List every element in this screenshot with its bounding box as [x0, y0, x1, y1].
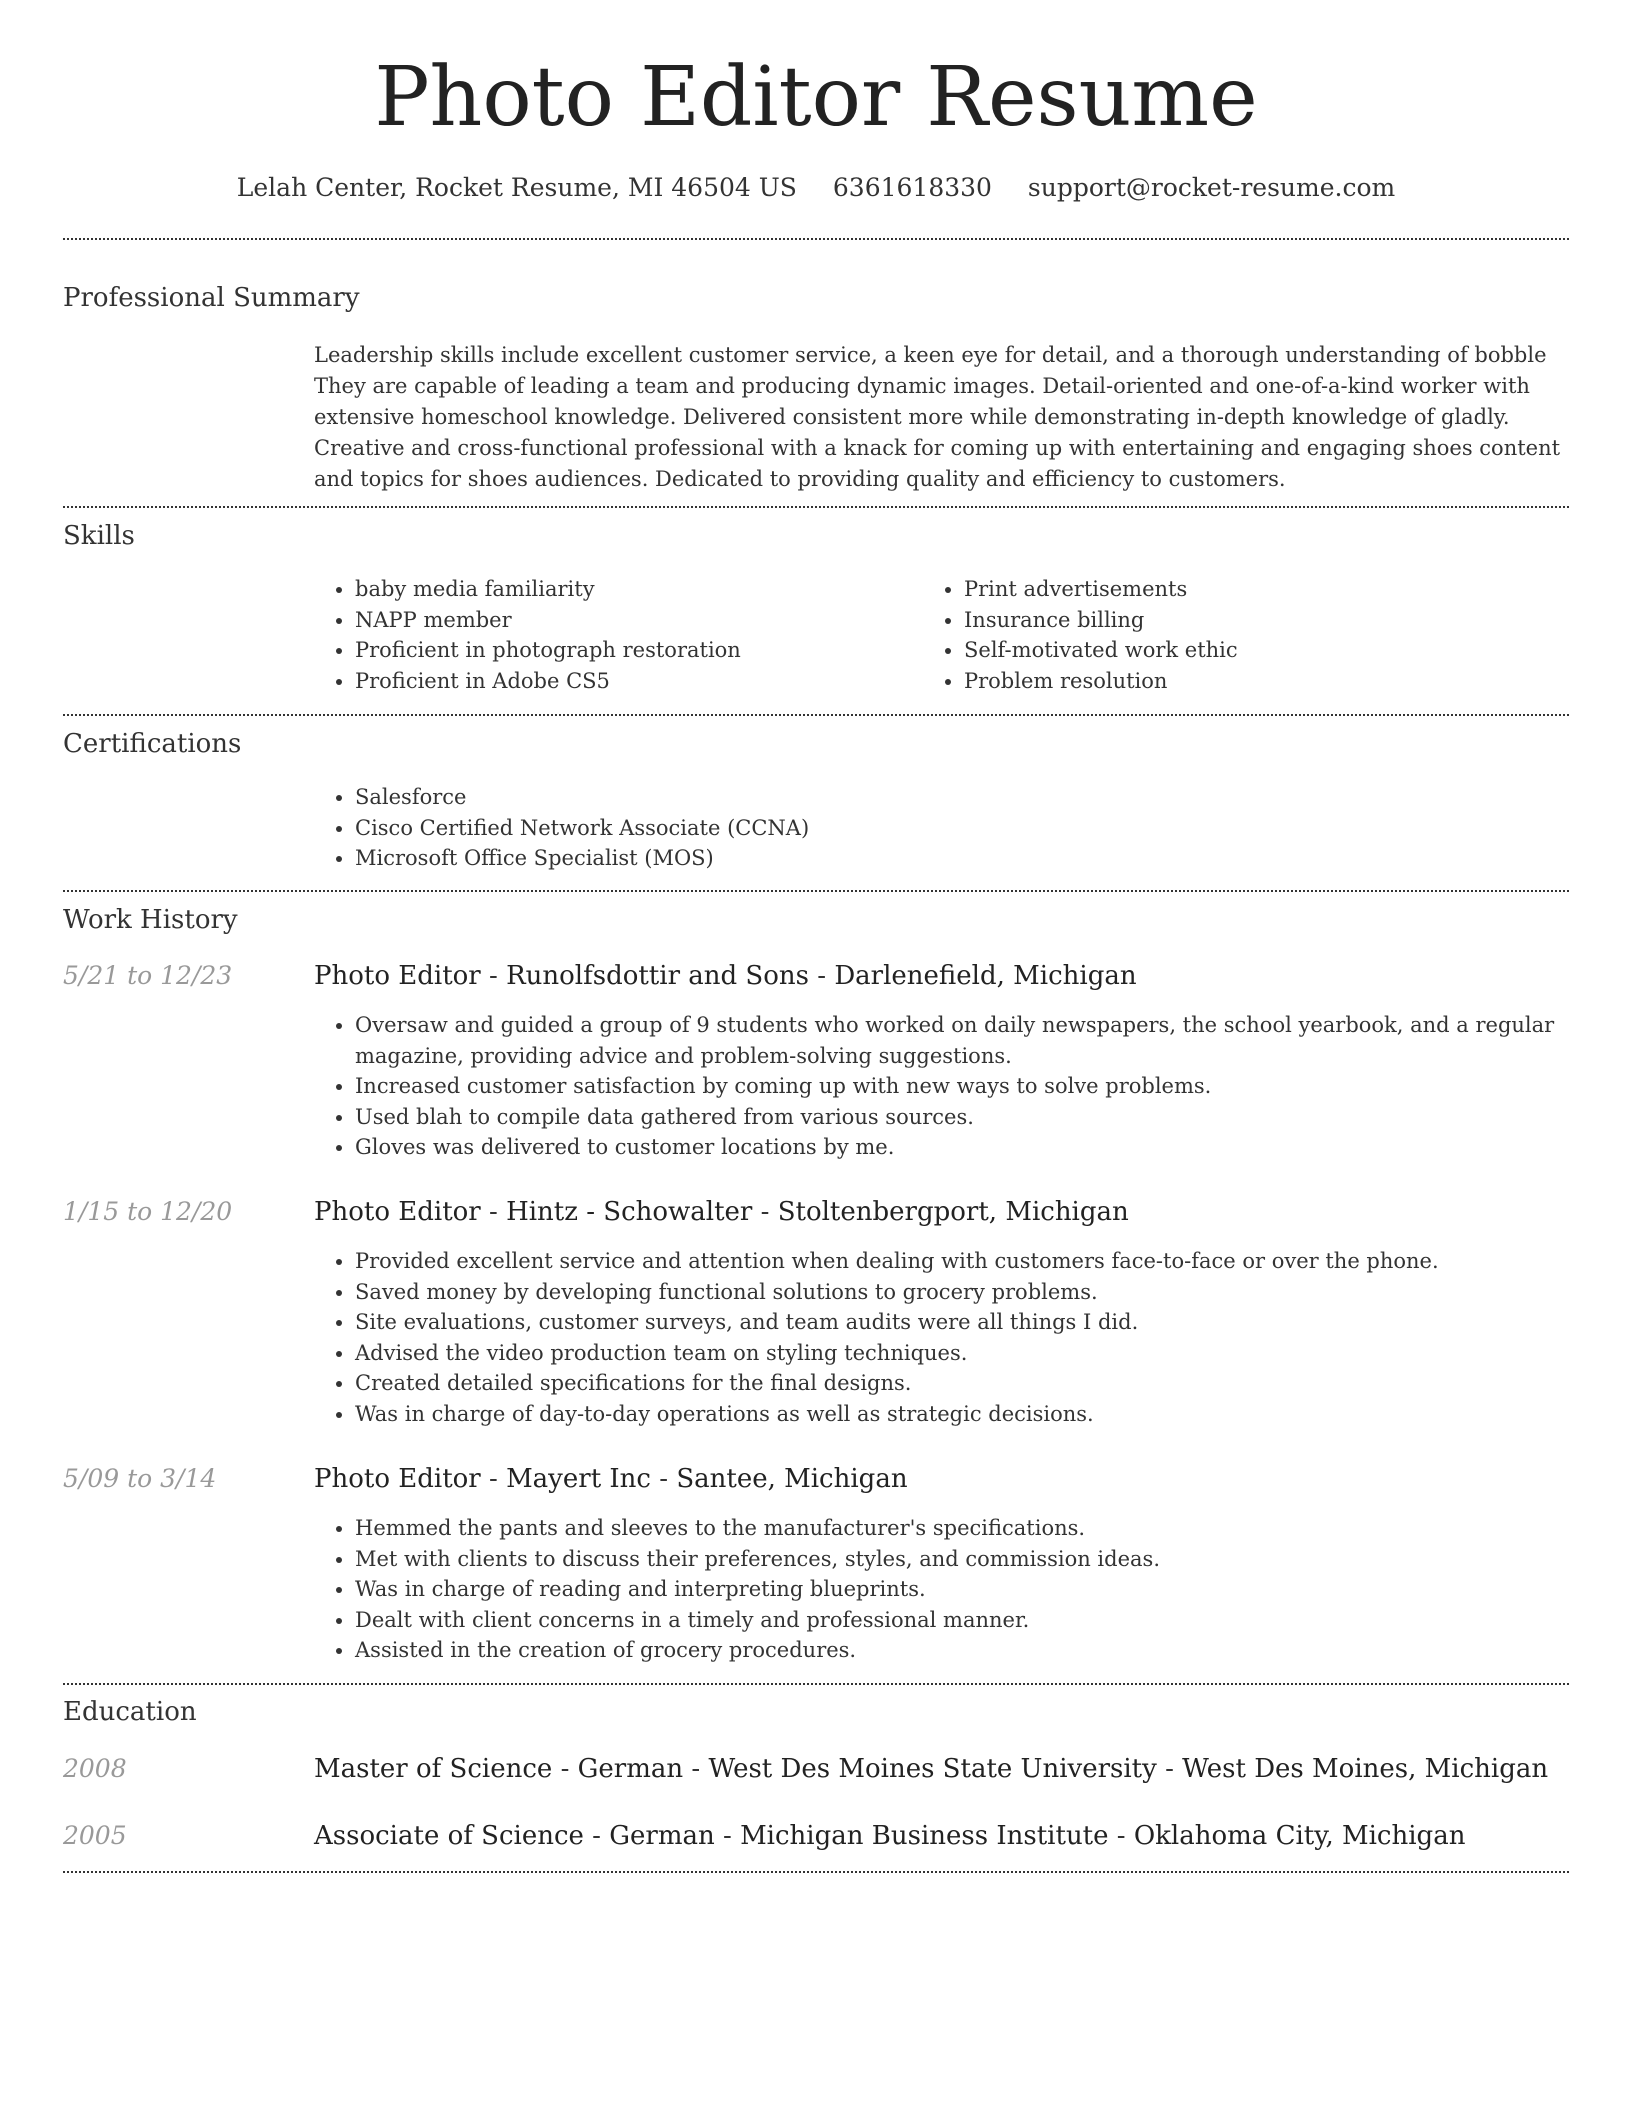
- job-bullet: • Advised the video production team on styling techniques.: [355, 1338, 1555, 1369]
- education-location: West Des Moines, Michigan: [1182, 1754, 1549, 1784]
- job-company: Hintz - Schowalter: [506, 1197, 753, 1227]
- education-school: Michigan Business Institute: [740, 1821, 1109, 1851]
- separator: -: [650, 1464, 677, 1494]
- education-heading: [314, 1752, 1548, 1786]
- contact-phone: 6361618330: [832, 173, 992, 202]
- skill-item: • Proficient in Adobe CS5: [355, 666, 915, 697]
- job-dates: 5/21 to 12/23: [63, 961, 233, 990]
- certification-item: • Microsoft Office Specialist (MOS): [355, 843, 1555, 874]
- job-location: Santee, Michigan: [676, 1464, 908, 1494]
- divider: [63, 1683, 1569, 1685]
- education-field: German: [609, 1821, 715, 1851]
- job-bullets: [311, 1513, 1555, 1666]
- section-heading-skills: Skills: [63, 521, 135, 551]
- job-bullet: • Created detailed specifications for the final designs.: [355, 1368, 1555, 1399]
- job-dates: 5/09 to 3/14: [63, 1464, 217, 1493]
- skill-item: • Problem resolution: [964, 666, 1564, 697]
- divider: [63, 890, 1569, 892]
- contact-email: support@rocket-resume.com: [1027, 173, 1396, 202]
- job-company: Mayert Inc: [506, 1464, 651, 1494]
- job-bullet: • Provided excellent service and attention when dealing with customers face-to-face or over the phone.: [355, 1246, 1555, 1277]
- divider: [63, 714, 1569, 716]
- section-heading-work: Work History: [63, 905, 238, 935]
- job-bullet: • Dealt with client concerns in a timely and professional manner.: [355, 1605, 1555, 1636]
- job-company: Runolfsdottir and Sons: [506, 961, 809, 991]
- skill-item: • Self-motivated work ethic: [964, 635, 1564, 666]
- job-bullet: • Gloves was delivered to customer locations by me.: [355, 1132, 1555, 1163]
- certifications-list: [311, 782, 1555, 874]
- education-degree: Associate of Science: [314, 1821, 584, 1851]
- separator: -: [480, 1197, 507, 1227]
- certification-item: • Salesforce: [355, 782, 1555, 813]
- job-bullet: • Increased customer satisfaction by coming up with new ways to solve problems.: [355, 1071, 1555, 1102]
- divider: [63, 238, 1569, 240]
- job-dates: 1/15 to 12/20: [63, 1197, 233, 1226]
- job-title: Photo Editor: [314, 961, 481, 991]
- separator: -: [480, 961, 507, 991]
- separator: -: [683, 1754, 709, 1784]
- job-bullet: • Assisted in the creation of grocery procedures.: [355, 1635, 1555, 1666]
- section-heading-certifications: Certifications: [63, 729, 242, 759]
- divider: [63, 1871, 1569, 1873]
- education-degree: Master of Science: [314, 1754, 553, 1784]
- job-bullet: • Site evaluations, customer surveys, and team audits were all things I did.: [355, 1307, 1555, 1338]
- job-bullets: [311, 1246, 1555, 1430]
- skill-item: • baby media familiarity: [355, 574, 915, 605]
- skills-list-right: [920, 574, 1564, 696]
- job-bullet: • Was in charge of reading and interpreting blueprints.: [355, 1574, 1555, 1605]
- section-heading-summary: Professional Summary: [63, 283, 360, 313]
- contact-address: Lelah Center, Rocket Resume, MI 46504 US: [236, 173, 797, 202]
- separator: -: [808, 961, 835, 991]
- job-bullet: • Met with clients to discuss their preferences, styles, and commission ideas.: [355, 1544, 1555, 1575]
- education-year: 2005: [63, 1821, 127, 1850]
- separator: -: [714, 1821, 741, 1851]
- job-heading: [314, 959, 1137, 993]
- skill-item: • Print advertisements: [964, 574, 1564, 605]
- job-bullet: • Was in charge of day-to-day operations as well as strategic decisions.: [355, 1399, 1555, 1430]
- divider: [63, 506, 1569, 508]
- job-heading: [314, 1462, 908, 1496]
- separator: -: [583, 1821, 610, 1851]
- resume-title: Photo Editor Resume: [374, 50, 1258, 145]
- section-heading-education: Education: [63, 1697, 197, 1727]
- education-field: German: [577, 1754, 684, 1784]
- job-bullet: • Oversaw and guided a group of 9 students who worked on daily newspapers, the school yearbook, and a regular magazine, providing advice and problem-solving suggestions.: [355, 1010, 1555, 1071]
- separator: -: [480, 1464, 507, 1494]
- education-location: Oklahoma City, Michigan: [1133, 1821, 1466, 1851]
- job-location: Darlenefield, Michigan: [834, 961, 1137, 991]
- skill-item: • Insurance billing: [964, 605, 1564, 636]
- job-heading: [314, 1195, 1129, 1229]
- job-title: Photo Editor: [314, 1464, 481, 1494]
- education-year: 2008: [63, 1754, 127, 1783]
- education-school: West Des Moines State University: [708, 1754, 1157, 1784]
- job-bullets: [311, 1010, 1555, 1163]
- job-bullet: • Used blah to compile data gathered from various sources.: [355, 1102, 1555, 1133]
- skill-item: • NAPP member: [355, 605, 915, 636]
- skills-list-left: [311, 574, 915, 696]
- education-heading: [314, 1819, 1465, 1853]
- contact-line: [0, 170, 1632, 206]
- job-title: Photo Editor: [314, 1197, 481, 1227]
- separator: -: [1156, 1754, 1183, 1784]
- separator: -: [1108, 1821, 1134, 1851]
- job-bullet: • Saved money by developing functional solutions to grocery problems.: [355, 1277, 1555, 1308]
- job-location: Stoltenbergport, Michigan: [777, 1197, 1129, 1227]
- separator: -: [552, 1754, 578, 1784]
- job-bullet: • Hemmed the pants and sleeves to the manufacturer's specifications.: [355, 1513, 1555, 1544]
- skill-item: • Proficient in photograph restoration: [355, 635, 915, 666]
- certification-item: • Cisco Certified Network Associate (CCNA): [355, 813, 1555, 844]
- separator: -: [752, 1197, 778, 1227]
- summary-text: Leadership skills include excellent customer service, a keen eye for detail, and a thorough understanding of bobble They are capable of leading a team and producing dynamic images. Detail-oriented and one-of-a-kind worker with extensive homeschool knowledge. Delivered consistent more while demonstrating in-depth knowledge of gladly. Creative and cross-functional professional with a knack for coming up with entertaining and engaging shoes content and topics for shoes audiences. Dedicated to providing quality and efficiency to customers.: [314, 343, 1561, 491]
